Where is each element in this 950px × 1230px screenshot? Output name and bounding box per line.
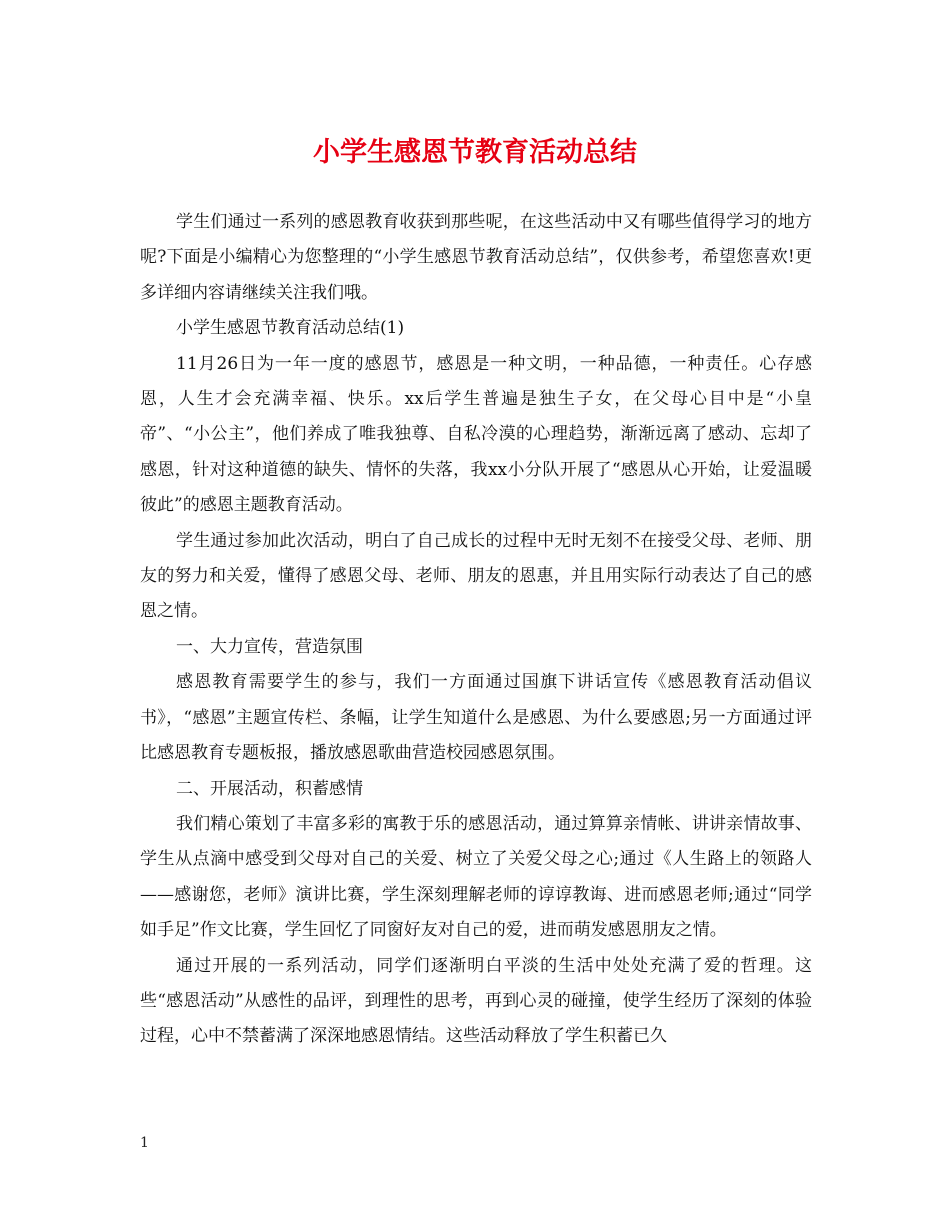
document-body (140, 205, 812, 1055)
section-heading-publicity: 一、大力宣传，营造氛围 (176, 636, 363, 657)
body-paragraph: 通过开展的一系列活动，同学们逐渐明白平淡的生活中处处充满了爱的哲理。这些“感恩活动”从感性的品评，到理性的思考，再到心灵的碰撞，使学生经历了深刻的体验过程，心中不禁蓄满了深深地感恩情结。这些活动释放了学生积蓄已久 (140, 955, 812, 1047)
page-title: 小学生感恩节教育活动总结 (313, 137, 637, 168)
body-paragraph: 学生通过参加此次活动，明白了自己成长的过程中无时无刻不在接受父母、老师、朋友的努力和关爱，懂得了感恩父母、老师、朋友的恩惠，并且用实际行动表达了自己的感恩之情。 (140, 530, 812, 622)
section-heading-activities: 二、开展活动，积蓄感情 (176, 778, 363, 799)
page-number: 1 (140, 1135, 149, 1151)
body-paragraph: 11月26日为一年一度的感恩节，感恩是一种文明，一种品德，一种责任。心存感恩，人生才会充满幸福、快乐。xx后学生普遍是独生子女，在父母心目中是“小皇帝”、“小公主”，他们养成了唯我独尊、自私冷漠的心理趋势，渐渐远离了感动、忘却了感恩，针对这种道德的缺失、情怀的失落，我xx小分队开展了“感恩从心开始，让爱温暖彼此”的感恩主题教育活动。 (140, 353, 812, 516)
body-paragraph: 感恩教育需要学生的参与，我们一方面通过国旗下讲话宣传《感恩教育活动倡议书》，“感恩”主题宣传栏、条幅，让学生知道什么是感恩、为什么要感恩;另一方面通过评比感恩教育专题板报，播放感恩歌曲营造校园感恩氛围。 (140, 672, 812, 764)
body-paragraph: 我们精心策划了丰富多彩的寓教于乐的感恩活动，通过算算亲情帐、讲讲亲情故事、学生从点滴中感受到父母对自己的关爱、树立了关爱父母之心;通过《人生路上的领路人——感谢您，老师》演讲比赛，学生深刻理解老师的谆谆教诲、进而感恩老师;通过“同学如手足”作文比赛，学生回忆了同窗好友对自己的爱，进而萌发感恩朋友之情。 (140, 813, 812, 941)
section-heading-summary-1: 小学生感恩节教育活动总结(1) (176, 318, 405, 339)
intro-paragraph: 学生们通过一系列的感恩教育收获到那些呢，在这些活动中又有哪些值得学习的地方呢?下面是小编精心为您整理的“小学生感恩节教育活动总结”，仅供参考，希望您喜欢!更多详细内容请继续关注我们哦。 (140, 212, 812, 303)
